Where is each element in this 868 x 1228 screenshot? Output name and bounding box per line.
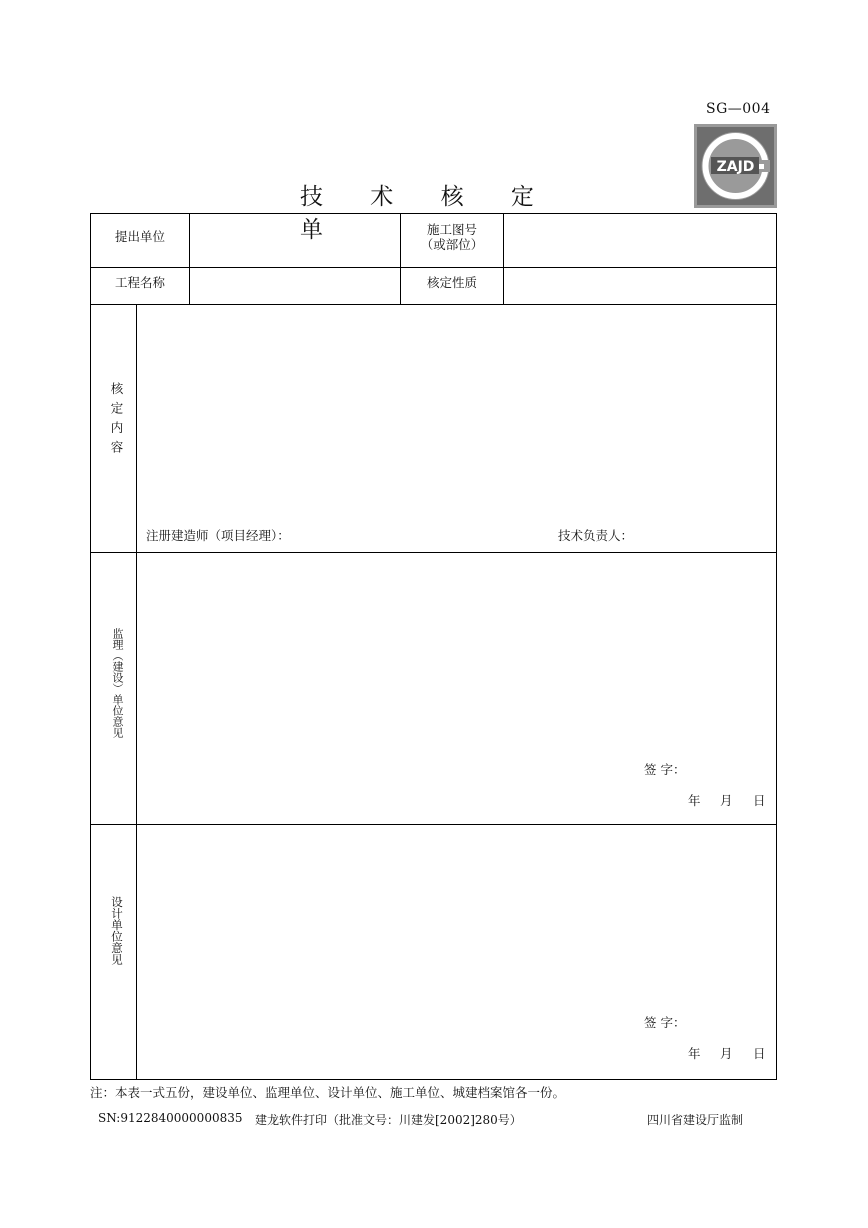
verification-nature-label: 核定性质 xyxy=(426,275,477,290)
serial-number: SN:9122840000000835 xyxy=(98,1111,243,1125)
zajd-logo xyxy=(694,124,777,208)
design-day-label: 日 xyxy=(753,1046,766,1061)
drawing-number-label-line2: （或部位） xyxy=(420,237,484,252)
design-month-label: 月 xyxy=(720,1046,733,1061)
software-approval-text: 建龙软件打印（批准文号：川建发[2002]280号） xyxy=(255,1113,522,1127)
technical-verification-form xyxy=(90,213,777,1080)
document-code: SG—004 xyxy=(706,101,771,117)
supervision-day-label: 日 xyxy=(753,793,766,808)
supervisor-text: 四川省建设厅监制 xyxy=(647,1113,744,1127)
document-title: 技 术 核 定 单 xyxy=(300,184,554,243)
design-year-label: 年 xyxy=(688,1046,701,1061)
supervision-sign-label: 签 字： xyxy=(644,762,686,777)
supervision-month-label: 月 xyxy=(720,793,733,808)
drawing-number-label xyxy=(401,222,503,252)
verification-nature-field[interactable] xyxy=(504,268,776,303)
design-opinion-area[interactable] xyxy=(137,825,776,1015)
project-name-field[interactable] xyxy=(190,268,399,303)
registered-constructor-label: 注册建造师（项目经理）： xyxy=(146,528,290,543)
design-opinion-label: 设计单位意见 xyxy=(110,896,124,965)
verification-content-area[interactable] xyxy=(137,305,776,525)
technical-lead-label: 技术负责人： xyxy=(558,528,634,543)
submitting-unit-label: 提出单位 xyxy=(114,229,165,244)
copies-note: 注：本表一式五份，建设单位、监理单位、设计单位、施工单位、城建档案馆各一份。 xyxy=(90,1085,566,1100)
supervision-year-label: 年 xyxy=(688,793,701,808)
drawing-number-field[interactable] xyxy=(504,214,776,266)
design-sign-label: 签 字： xyxy=(644,1015,686,1030)
submitting-unit-field[interactable] xyxy=(190,214,399,266)
supervision-opinion-area[interactable] xyxy=(137,553,776,753)
supervision-opinion-label: 监理（建设）单位意见 xyxy=(111,628,124,738)
project-name-label: 工程名称 xyxy=(114,275,165,290)
verification-content-label: 核定内容 xyxy=(109,382,124,460)
logo-text: ZAJD xyxy=(716,159,755,175)
drawing-number-label-line1: 施工图号 xyxy=(426,222,477,237)
